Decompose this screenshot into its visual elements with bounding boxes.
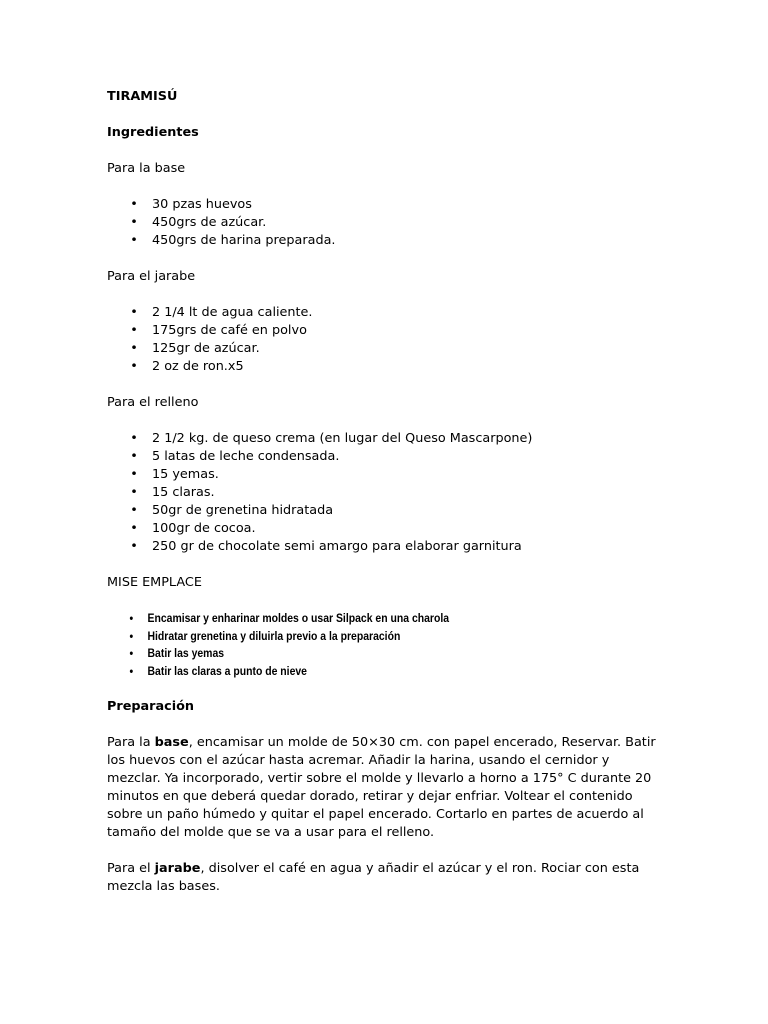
section-heading-base: Para la base	[107, 161, 186, 176]
list-item	[107, 430, 667, 448]
bullet-icon: •	[129, 629, 134, 643]
list-item	[107, 196, 667, 214]
list-item	[107, 628, 611, 646]
list-item-text: 250 gr de chocolate semi amargo para elaborar garnitura	[152, 539, 522, 554]
bullet-icon: •	[130, 503, 138, 518]
section-heading-jarabe: Para el jarabe	[107, 269, 196, 284]
list-item	[107, 448, 667, 466]
list-item	[107, 663, 611, 681]
paragraph-text: Para el	[107, 861, 155, 876]
bullet-icon: •	[130, 521, 138, 536]
bullet-icon: •	[130, 431, 138, 446]
list-item	[107, 520, 667, 538]
mise-list	[107, 610, 667, 680]
list-item	[107, 538, 667, 556]
list-item-text: Batir las yemas	[147, 647, 225, 660]
bullet-icon: •	[129, 664, 134, 678]
list-item-text: 125gr de azúcar.	[152, 341, 260, 356]
list-item-text: 450grs de harina preparada.	[152, 233, 336, 248]
preparation-paragraph-base	[107, 734, 667, 842]
bullet-icon: •	[130, 233, 138, 248]
bullet-icon: •	[130, 467, 138, 482]
paragraph-text: Para la	[107, 735, 155, 750]
bullet-icon: •	[130, 341, 138, 356]
ingredients-heading: Ingredientes	[107, 125, 199, 140]
list-item	[107, 466, 667, 484]
paragraph-emphasis: base	[154, 735, 189, 750]
ingredient-list-base	[107, 196, 667, 250]
list-item-text: 15 claras.	[152, 485, 215, 500]
ingredient-list-relleno	[107, 430, 667, 556]
bullet-icon: •	[130, 539, 138, 554]
bullet-icon: •	[130, 323, 138, 338]
list-item	[107, 340, 667, 358]
list-item	[107, 645, 611, 663]
list-item-text: 100gr de cocoa.	[152, 521, 256, 536]
recipe-title: TIRAMISÚ	[107, 89, 178, 104]
mise-heading: MISE EMPLACE	[107, 575, 202, 590]
bullet-icon: •	[130, 197, 138, 212]
list-item-text: 5 latas de leche condensada.	[152, 449, 340, 464]
list-item-text: 2 oz de ron.x5	[152, 359, 244, 374]
list-item	[107, 232, 667, 250]
paragraph-text: , encamisar un molde de 50×30 cm. con papel encerado, Reservar. Batir los huevos con el azúcar hasta acremar. Añadir la harina, usando el cernidor y mezclar. Ya incorporado, vertir sobre el molde y llevarlo a horno a 175° C durante 20 minutos en que deberá quedar dorado, retirar y dejar enfriar. Voltear el contenido sobre un paño húmedo y quitar el papel encerado. Cortarlo en partes de acuerdo al tamaño del molde que se va a usar para el relleno.	[107, 735, 656, 840]
list-item	[107, 484, 667, 502]
paragraph-emphasis: jarabe	[154, 861, 201, 876]
document-content	[107, 88, 667, 896]
list-item-text: 2 1/2 kg. de queso crema (en lugar del Queso Mascarpone)	[152, 431, 533, 446]
bullet-icon: •	[129, 647, 134, 660]
ingredient-list-jarabe	[107, 304, 667, 376]
list-item-text: 450grs de azúcar.	[152, 215, 267, 230]
list-item	[107, 304, 667, 322]
list-item-text: 2 1/4 lt de agua caliente.	[152, 305, 313, 320]
list-item	[107, 610, 611, 628]
preparation-heading: Preparación	[107, 699, 194, 714]
list-item	[107, 322, 667, 340]
preparation-paragraph-jarabe	[107, 860, 667, 896]
list-item-text: Hidratar grenetina y diluirla previo a la preparación	[147, 629, 401, 643]
section-heading-relleno: Para el relleno	[107, 395, 199, 410]
bullet-icon: •	[130, 215, 138, 230]
list-item-text: 15 yemas.	[152, 467, 219, 482]
list-item	[107, 214, 667, 232]
list-item	[107, 358, 667, 376]
list-item-text: 175grs de café en polvo	[152, 323, 307, 338]
bullet-icon: •	[130, 485, 138, 500]
paragraph-text: , disolver el café en agua y añadir el azúcar y el ron. Rociar con esta mezcla las bases.	[107, 861, 640, 894]
bullet-icon: •	[130, 359, 138, 374]
list-item-text: Encamisar y enharinar moldes o usar Silpack en una charola	[147, 612, 450, 625]
list-item-text: 30 pzas huevos	[152, 197, 252, 212]
list-item-text: Batir las claras a punto de nieve	[147, 664, 307, 678]
list-item-text: 50gr de grenetina hidratada	[152, 503, 334, 518]
list-item	[107, 502, 667, 520]
bullet-icon: •	[129, 612, 134, 625]
bullet-icon: •	[130, 449, 138, 464]
bullet-icon: •	[130, 305, 138, 320]
